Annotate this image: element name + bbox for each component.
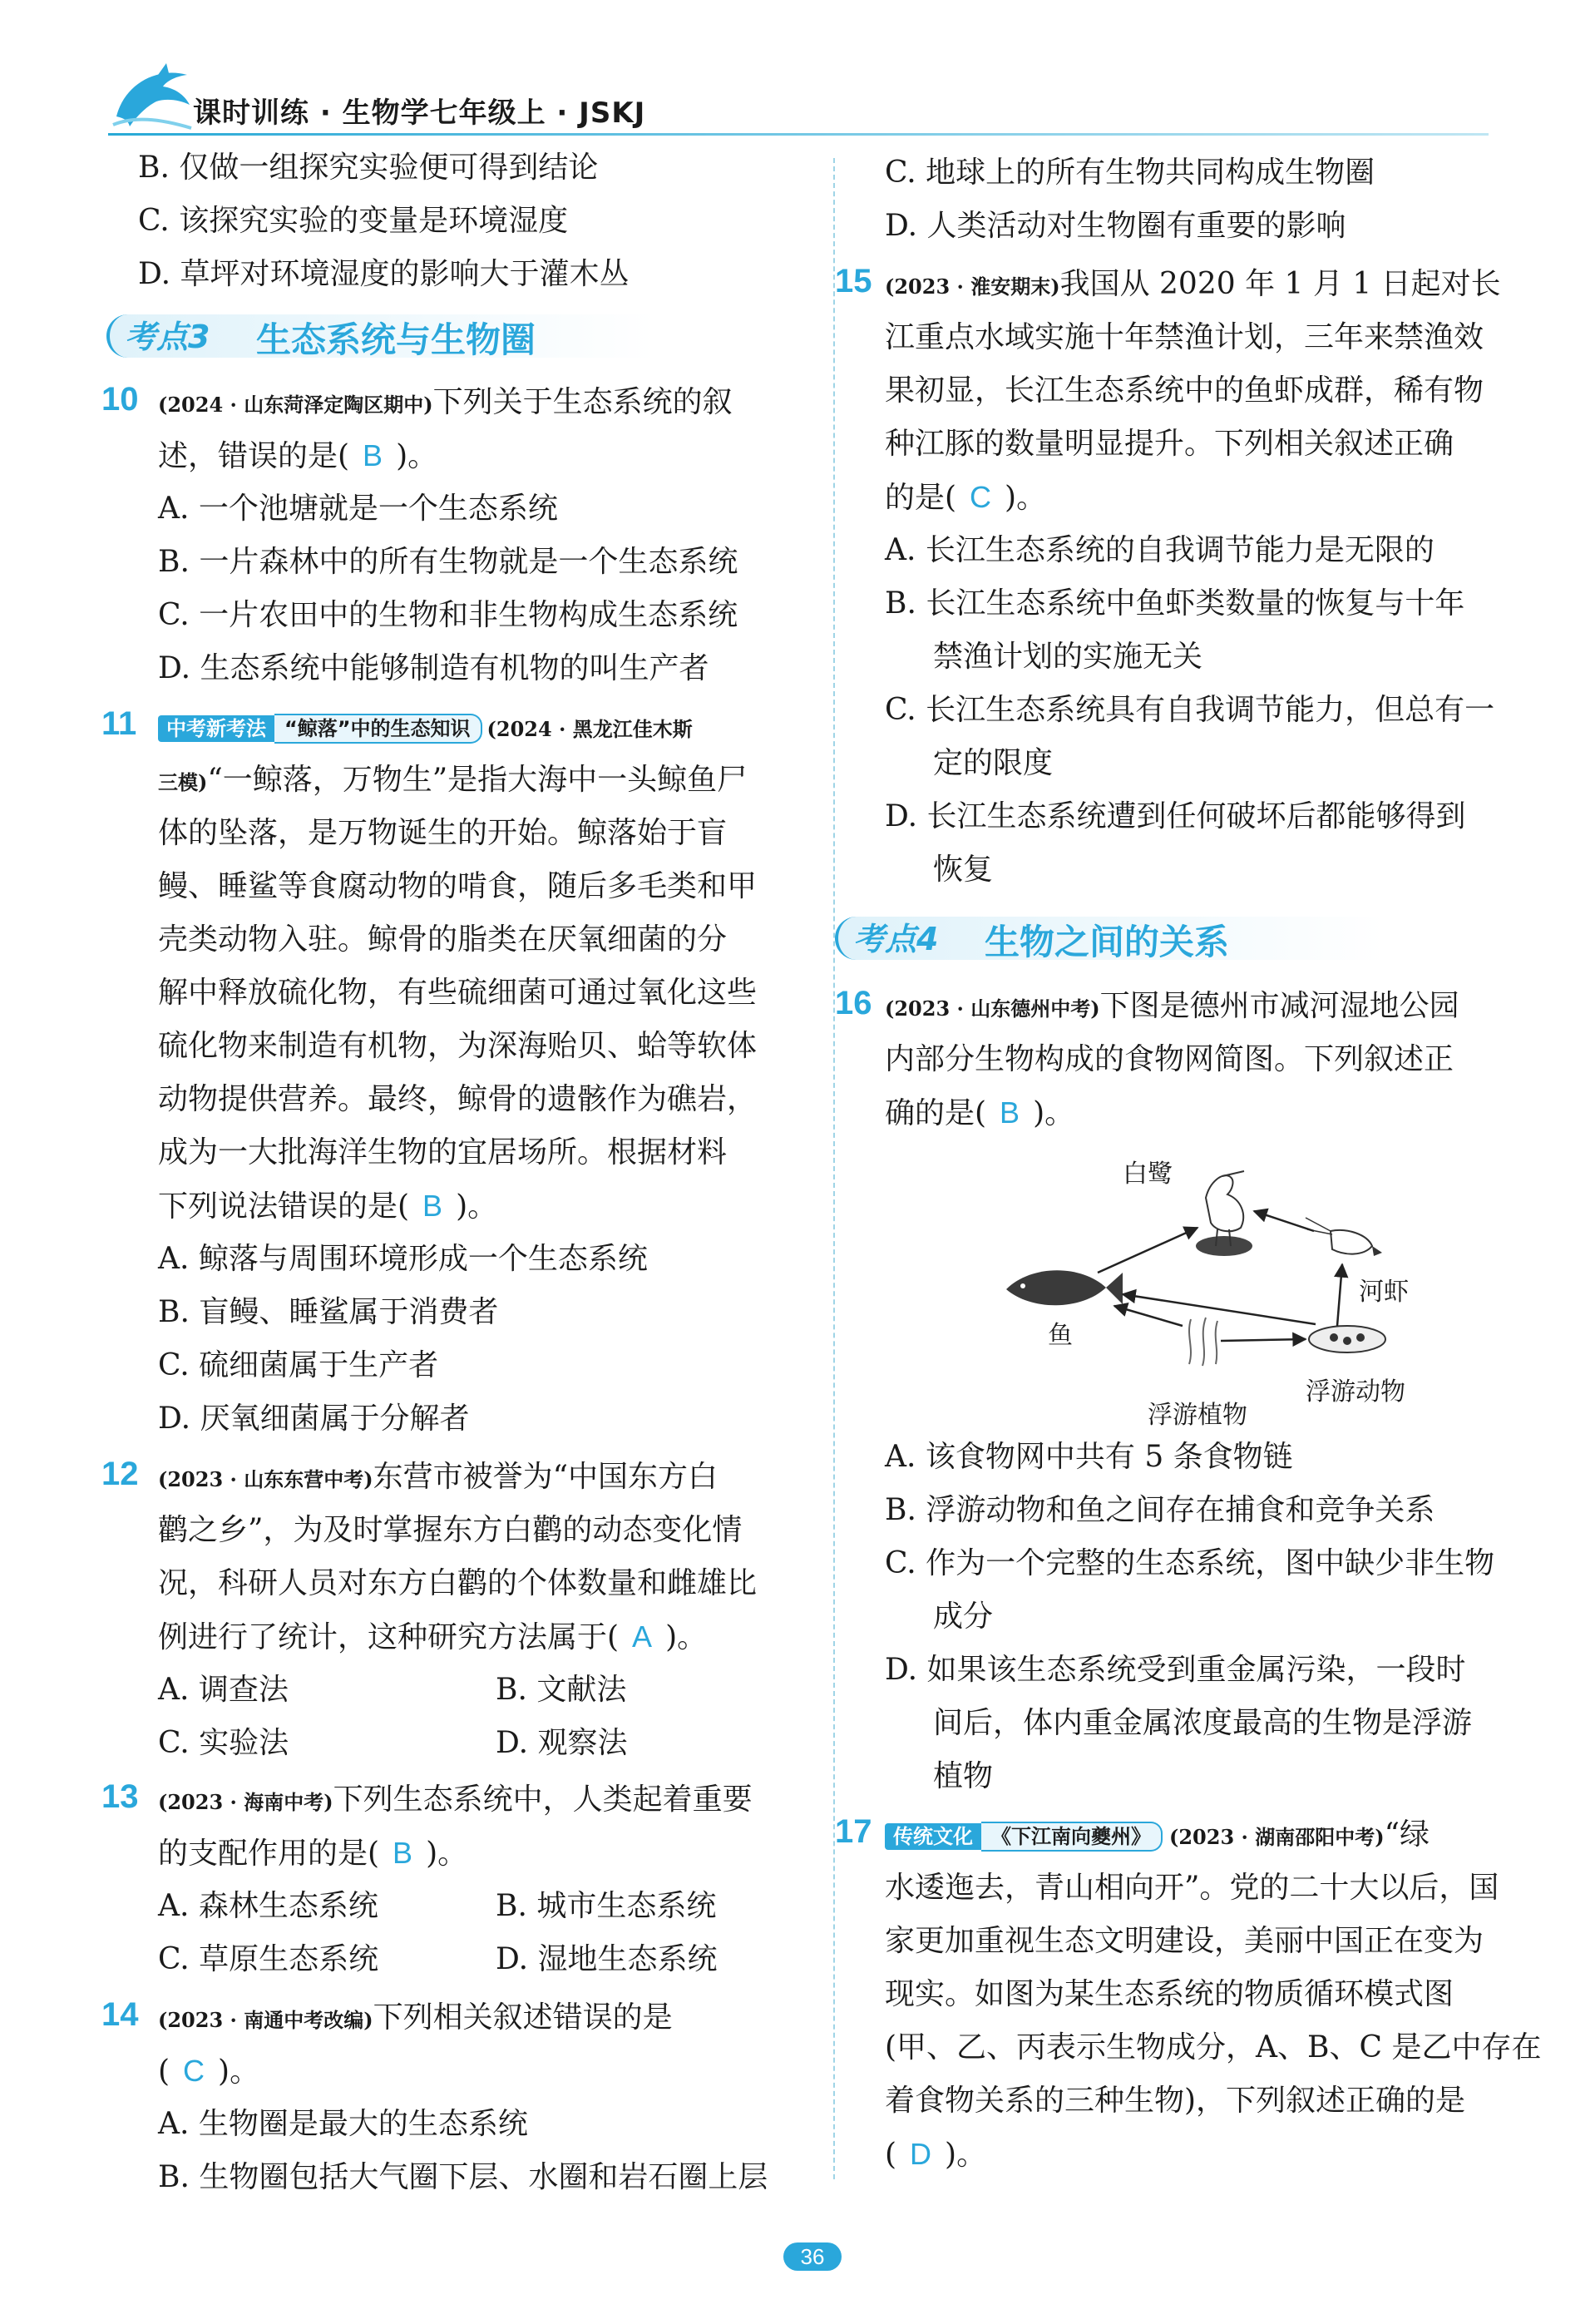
q15-answer: C (970, 480, 992, 514)
food-web-diagram (998, 1148, 1430, 1431)
q16-number: 16 (835, 985, 872, 1021)
q13-option-d: D. 湿地生态系统 (496, 1942, 718, 1976)
q17-stem-text: ( (885, 2138, 897, 2172)
q17-stem-line: 水逶迤去，青山相向开”。党的二十大以后，国 (885, 1871, 1499, 1905)
q12-stem: 东营市被誉为“中国东方白 (373, 1460, 718, 1494)
q11-option-c: C. 硫细菌属于生产者 (158, 1348, 439, 1382)
q14-option-c: C. 地球上的所有生物共同构成生物圈 (885, 156, 1375, 190)
q13-stem-end: )。 (426, 1837, 468, 1871)
q14-stem-last (158, 2053, 259, 2089)
q12-number: 12 (101, 1456, 139, 1492)
q15-option-b: B. 长江生态系统中鱼虾类数量的恢复与十年 (885, 586, 1465, 621)
q13-answer: B (393, 1836, 413, 1870)
q14-source: (2023 · 南通中考改编) (158, 2008, 373, 2032)
q10-stem-end: )。 (396, 439, 438, 473)
q11-number: 11 (101, 705, 137, 742)
q16-option-b: B. 浮游动物和鱼之间存在捕食和竞争关系 (885, 1493, 1435, 1527)
q15-option-c-cont: 定的限度 (933, 746, 1054, 780)
q11-tag-topic: “鲸落”中的生态知识 (274, 714, 482, 744)
q17-source: (2023 · 湖南邵阳中考) (1169, 1825, 1385, 1849)
q13-stem-text: 的支配作用的是( (158, 1837, 380, 1871)
q11-stem-line: 体的坠落，是万物诞生的开始。鲸落始于盲 (158, 816, 728, 850)
q11-source-cont: 三模) (158, 770, 208, 794)
q17-stem-end: )。 (945, 2138, 987, 2172)
q15-option-a: A. 长江生态系统的自我调节能力是无限的 (885, 533, 1435, 567)
section-3-label: 考点3 (125, 319, 210, 355)
q12-stem-line: 况，科研人员对东方白鹳的个体数量和雌雄比 (158, 1566, 758, 1600)
q15-stem-end: )。 (1005, 481, 1047, 515)
q14-option-a: A. 生物圈是最大的生态系统 (158, 2107, 528, 2141)
q14-option-b: B. 生物圈包括大气圈下层、水圈和岩石圈上层 (158, 2160, 768, 2194)
section-4-heading (835, 912, 1384, 963)
food-web-label-egret: 白鹭 (1123, 1160, 1173, 1189)
phytoplankton-icon (1189, 1318, 1217, 1366)
q16-stem-end: )。 (1033, 1096, 1075, 1130)
q14-number: 14 (101, 1996, 139, 2033)
q13-number: 13 (101, 1778, 139, 1815)
q16-option-c-cont: 成分 (933, 1600, 994, 1634)
q17-stem-line: 着食物关系的三种生物)，下列叙述正确的是 (885, 2084, 1466, 2118)
q10-source: (2024 · 山东菏泽定陶区期中) (158, 393, 433, 417)
q12-stem-end: )。 (665, 1620, 708, 1654)
q14-option-d: D. 人类活动对生物圈有重要的影响 (885, 209, 1346, 243)
q17-header-line (885, 1817, 1430, 1852)
section-4-label: 考点4 (853, 921, 939, 957)
q10-stem-line1 (158, 384, 733, 420)
q11-stem-end: )。 (456, 1189, 498, 1224)
q17-stem-line: 现实。如图为某生态系统的物质循环模式图 (885, 1977, 1454, 2011)
q11-source: (2024 · 黑龙江佳木斯 (486, 717, 693, 741)
q12-answer: A (632, 1619, 653, 1654)
q17-stem: “绿 (1384, 1817, 1430, 1852)
q13-stem-last (158, 1835, 467, 1872)
q11-header-line (158, 709, 693, 744)
q17-stem-line: (甲、乙、丙表示生物成分，A、B、C 是乙中存在 (885, 2030, 1542, 2064)
q11-option-b: B. 盲鳗、睡鲨属于消费者 (158, 1295, 499, 1329)
q15-stem-last (885, 479, 1046, 516)
q13-stem-line1 (158, 1782, 753, 1817)
q13-option-c: C. 草原生态系统 (158, 1942, 379, 1976)
q17-tag-poem: 《下江南向夔州》 (981, 1822, 1163, 1852)
q17-stem-last (885, 2136, 986, 2173)
q16-stem-text: 确的是( (885, 1096, 987, 1130)
food-web-label-zooplankton: 浮游动物 (1306, 1377, 1405, 1407)
q16-stem-last (885, 1095, 1074, 1131)
q16-stem-line: 内部分生物构成的食物网简图。下列叙述正 (885, 1042, 1454, 1076)
q15-source: (2023 · 淮安期末) (885, 274, 1060, 299)
q11-stem: “一鲸落，万物生”是指大海中一头鲸鱼尸 (207, 763, 748, 797)
q17-tag-culture: 传统文化 (885, 1823, 981, 1851)
q15-stem-text: 的是( (885, 481, 957, 515)
q10-option-a: A. 一个池塘就是一个生态系统 (158, 492, 558, 526)
q15-number: 15 (835, 263, 872, 299)
q12-stem-line1 (158, 1459, 718, 1495)
q15-stem-line: 江重点水域实施十年禁渔计划，三年来禁渔效 (885, 320, 1484, 354)
q17-answer: D (910, 2137, 932, 2171)
q12-option-c: C. 实验法 (158, 1726, 289, 1760)
egret-icon (1196, 1171, 1252, 1256)
q10-number: 10 (101, 381, 139, 418)
page-header (0, 0, 1595, 141)
q14-stem-end: )。 (218, 2055, 260, 2089)
q10-option-b: B. 一片森林中的所有生物就是一个生态系统 (158, 545, 738, 579)
q12-stem-text: 例进行了统计，这种研究方法属于( (158, 1620, 620, 1654)
q14-stem: 下列相关叙述错误的是 (373, 2000, 673, 2035)
header-title: 课时训练 · 生物学七年级上 · JSKJ (193, 96, 646, 130)
q11-option-d: D. 厌氧细菌属于分解者 (158, 1402, 470, 1436)
q15-stem: 我国从 2020 年 1 月 1 日起对长 (1059, 267, 1501, 301)
q17-number: 17 (835, 1813, 872, 1850)
q15-option-c: C. 长江生态系统具有自我调节能力，但总有一 (885, 693, 1495, 727)
q17-stem-line: 家更加重视生态文明建设，美丽中国正在变为 (885, 1924, 1484, 1958)
q16-answer: B (1000, 1095, 1020, 1130)
q14-stem-text: ( (158, 2055, 170, 2089)
q10-option-d: D. 生态系统中能够制造有机物的叫生产者 (158, 651, 709, 685)
q13-option-a: A. 森林生态系统 (158, 1889, 378, 1923)
q10-answer: B (363, 438, 383, 472)
q11-tag-new-method: 中考新考法 (158, 715, 274, 743)
q16-option-a: A. 该食物网中共有 5 条食物链 (885, 1440, 1293, 1474)
q11-stem-line: 解中释放硫化物，有些硫细菌可通过氧化这些 (158, 976, 758, 1010)
q14-stem-line1 (158, 2000, 673, 2035)
q10-stem-line2 (158, 438, 437, 474)
q16-stem-line1 (885, 988, 1459, 1024)
q15-stem-line1 (885, 266, 1501, 302)
q11-stem-line1 (158, 762, 747, 798)
q9-option-d: D. 草坪对环境湿度的影响大于灌木丛 (138, 257, 630, 291)
q13-source: (2023 · 海南中考) (158, 1790, 333, 1814)
section-3-heading (106, 309, 655, 361)
section-3-title: 生态系统与生物圈 (256, 319, 536, 360)
q12-stem-last (158, 1619, 707, 1655)
q14-answer: C (183, 2054, 205, 2088)
q10-stem: 下列关于生态系统的叙 (432, 385, 733, 419)
fish-icon (1006, 1270, 1123, 1305)
q11-option-a: A. 鲸落与周围环境形成一个生态系统 (158, 1242, 648, 1276)
q16-option-c: C. 作为一个完整的生态系统，图中缺少非生物 (885, 1546, 1495, 1580)
header-rule (108, 133, 1489, 136)
food-web-label-phytoplankton: 浮游植物 (1148, 1401, 1247, 1430)
q10-option-c: C. 一片农田中的生物和非生物构成生态系统 (158, 598, 738, 632)
q11-stem-line: 鳗、睡鲨等食腐动物的啃食，随后多毛类和甲 (158, 869, 758, 903)
q11-stem-last (158, 1188, 497, 1224)
q10-stem-text: 述，错误的是( (158, 439, 350, 473)
q16-option-d-cont: 间后，体内重金属浓度最高的生物是浮游 (933, 1706, 1473, 1740)
q12-option-a: A. 调查法 (158, 1673, 289, 1707)
q16-source: (2023 · 山东德州中考) (885, 996, 1100, 1021)
q15-stem-line: 种江豚的数量明显提升。下列相关叙述正确 (885, 427, 1454, 461)
q11-answer: B (422, 1189, 443, 1223)
q12-option-b: B. 文献法 (496, 1673, 627, 1707)
q11-stem-line: 硫化物来制造有机物，为深海贻贝、蛤等软体 (158, 1029, 758, 1063)
section-4-title: 生物之间的关系 (985, 922, 1230, 962)
q12-source: (2023 · 山东东营中考) (158, 1467, 373, 1491)
q16-stem: 下图是德州市减河湿地公园 (1099, 989, 1459, 1023)
q11-stem-line: 成为一大批海洋生物的宜居场所。根据材料 (158, 1135, 728, 1169)
q12-option-d: D. 观察法 (496, 1726, 628, 1760)
food-web-label-fish: 鱼 (1048, 1321, 1073, 1350)
q15-option-b-cont: 禁渔计划的实施无关 (933, 640, 1203, 674)
q13-option-b: B. 城市生态系统 (496, 1889, 717, 1923)
q12-stem-line: 鹳之乡”，为及时掌握东方白鹳的动态变化情 (158, 1513, 743, 1547)
zooplankton-icon (1309, 1326, 1385, 1352)
q9-option-b: B. 仅做一组探究实验便可得到结论 (138, 151, 599, 185)
dolphin-logo-icon (108, 58, 200, 133)
column-divider (833, 158, 835, 2179)
q15-option-d-cont: 恢复 (933, 853, 994, 887)
food-web-label-shrimp: 河虾 (1359, 1278, 1409, 1307)
q13-stem: 下列生态系统中，人类起着重要 (333, 1783, 753, 1817)
q15-stem-line: 果初显，长江生态系统中的鱼虾成群，稀有物 (885, 373, 1484, 408)
q16-option-d: D. 如果该生态系统受到重金属污染，一段时 (885, 1653, 1466, 1687)
q16-option-d-cont: 植物 (933, 1759, 994, 1793)
q11-stem-text: 下列说法错误的是( (158, 1189, 410, 1224)
q11-stem-line: 动物提供营养。最终，鲸骨的遗骸作为礁岩， (158, 1082, 758, 1116)
q15-option-d: D. 长江生态系统遭到任何破坏后都能够得到 (885, 799, 1466, 833)
q11-stem-line: 壳类动物入驻。鲸骨的脂类在厌氧细菌的分 (158, 922, 728, 957)
shrimp-icon (1306, 1218, 1382, 1256)
page-number: 36 (783, 2242, 842, 2271)
q9-option-c: C. 该探究实验的变量是环境湿度 (138, 204, 569, 238)
